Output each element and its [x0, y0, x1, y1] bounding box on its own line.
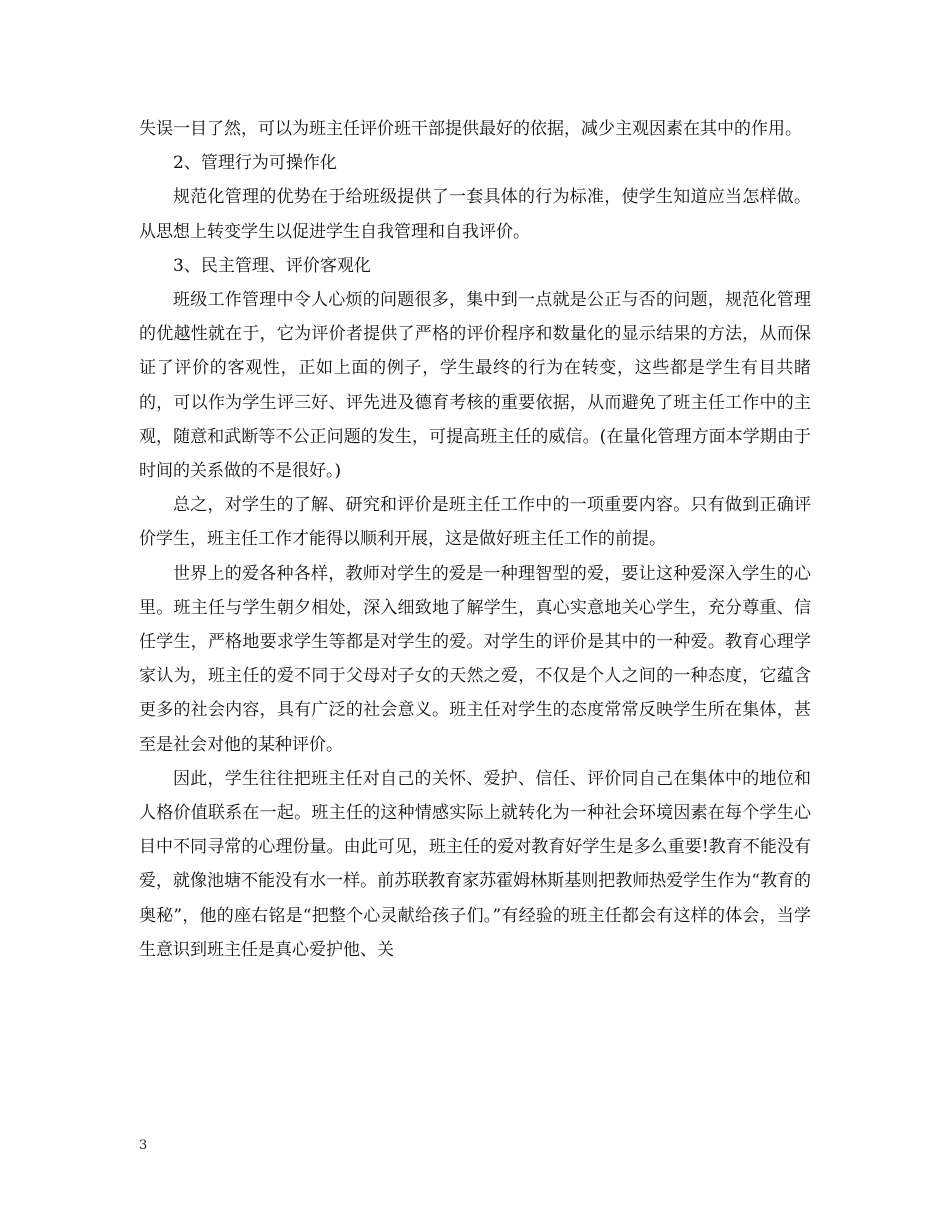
document-body [139, 112, 811, 967]
paragraph: 失误一目了然，可以为班主任评价班干部提供最好的依据，减少主观因素在其中的作用。 [139, 119, 802, 139]
paragraph: 班级工作管理中令人心烦的问题很多，集中到一点就是公正与否的问题，规范化管理的优越性就在于，它为评价者提供了严格的评价程序和数量化的显示结果的方法，从而保证了评价的客观性，正如上面的例子，学生最终的行为在转变，这些都是学生有目共睹的，可以作为学生评三好、评先进及德育考核的重要依据，从而避免了班主任工作中的主观，随意和武断等不公正问题的发生，可提高班主任的威信。(在量化管理方面本学期由于时间的关系做的不是很好。) [139, 290, 811, 482]
section-heading: 3、民主管理、评价客观化 [173, 255, 371, 276]
paragraph: 世界上的爱各种各样，教师对学生的爱是一种理智型的爱，要让这种爱深入学生的心里。班主任与学生朝夕相处，深入细致地了解学生，真心实意地关心学生，充分尊重、信任学生，严格地要求学生等都是对学生的爱。对学生的评价是其中的一种爱。教育心理学家认为，班主任的爱不同于父母对子女的天然之爱，不仅是个人之间的一种态度，它蕴含更多的社会内容，具有广泛的社会意义。班主任对学生的态度常常反映学生所在集体，甚至是社会对他的某种评价。 [139, 563, 811, 755]
paragraph: 规范化管理的优势在于给班级提供了一套具体的行为标准，使学生知道应当怎样做。从思想上转变学生以促进学生自我管理和自我评价。 [139, 187, 811, 242]
page-number: 3 [139, 1138, 148, 1153]
paragraph: 因此，学生往往把班主任对自己的关怀、爱护、信任、评价同自己在集体中的地位和人格价值联系在一起。班主任的这种情感实际上就转化为一种社会环境因素在每个学生心目中不同寻常的心理份量。由此可见，班主任的爱对教育好学生是多么重要!教育不能没有爱，就像池塘不能没有水一样。前苏联教育家苏霍姆林斯基则把教师热爱学生作为“教育的奥秘”，他的座右铭是“把整个心灵献给孩子们。”有经验的班主任都会有这样的体会，当学生意识到班主任是真心爱护他、关 [139, 768, 811, 960]
paragraph: 总之，对学生的了解、研究和评价是班主任工作中的一项重要内容。只有做到正确评价学生，班主任工作才能得以顺利开展，这是做好班主任工作的前提。 [139, 495, 811, 550]
section-heading: 2、管理行为可操作化 [173, 153, 337, 174]
